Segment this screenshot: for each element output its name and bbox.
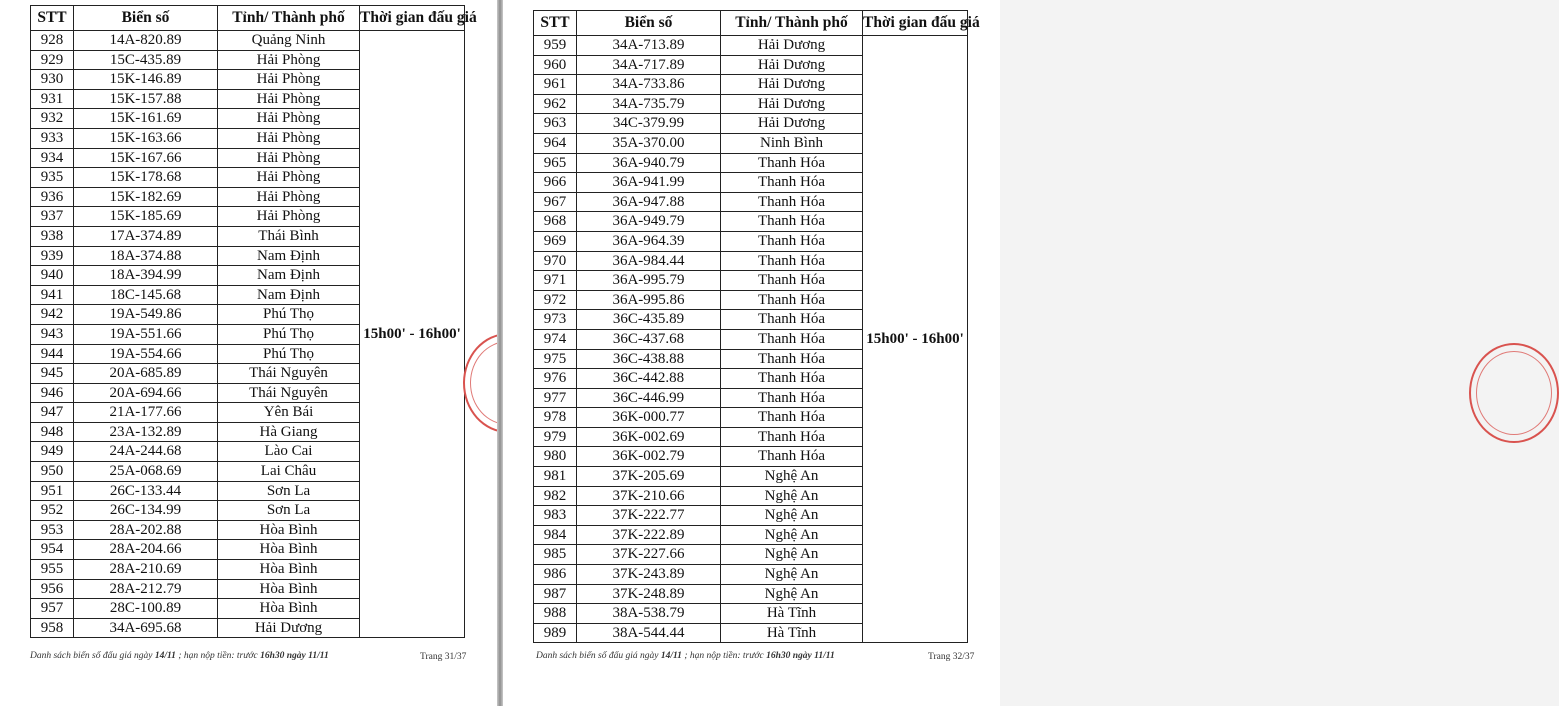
cell-stt: 948: [31, 422, 74, 442]
cell-province: Sơn La: [218, 481, 360, 501]
cell-province: Hà Tĩnh: [721, 604, 863, 624]
cell-province: Nghệ An: [721, 525, 863, 545]
red-seal-stamp: [1469, 343, 1503, 443]
cell-province: Ninh Bình: [721, 133, 863, 153]
header-stt: STT: [31, 6, 74, 31]
cell-plate: 36A-984.44: [577, 251, 721, 271]
cell-plate: 36C-437.68: [577, 329, 721, 349]
cell-plate: 28C-100.89: [74, 599, 218, 619]
cell-stt: 934: [31, 148, 74, 168]
cell-plate: 28A-212.79: [74, 579, 218, 599]
cell-stt: 961: [534, 75, 577, 95]
footer-date: 14/11: [154, 651, 176, 661]
cell-plate: 14A-820.89: [74, 31, 218, 51]
cell-plate: 28A-204.66: [74, 540, 218, 560]
cell-plate: 25A-068.69: [74, 462, 218, 482]
footer-deadline: 16h30 ngày 11/11: [260, 651, 329, 661]
cell-plate: 36A-995.86: [577, 290, 721, 310]
page-footer-note: [30, 651, 329, 661]
cell-stt: 978: [534, 408, 577, 428]
cell-stt: 969: [534, 231, 577, 251]
cell-stt: 989: [534, 623, 577, 643]
cell-province: Hải Phòng: [218, 89, 360, 109]
cell-province: Yên Bái: [218, 403, 360, 423]
cell-province: Nam Định: [218, 285, 360, 305]
cell-plate: 36A-947.88: [577, 192, 721, 212]
table-row: [31, 31, 465, 51]
cell-plate: 15K-182.69: [74, 187, 218, 207]
cell-plate: 37K-205.69: [577, 467, 721, 487]
cell-stt: 960: [534, 55, 577, 75]
cell-plate: 26C-134.99: [74, 501, 218, 521]
cell-plate: 18A-374.88: [74, 246, 218, 266]
cell-stt: 967: [534, 192, 577, 212]
cell-plate: 35A-370.00: [577, 133, 721, 153]
cell-plate: 34A-717.89: [577, 55, 721, 75]
cell-plate: 37K-248.89: [577, 584, 721, 604]
cell-stt: 977: [534, 388, 577, 408]
red-seal-stamp: [463, 333, 497, 433]
cell-stt: 968: [534, 212, 577, 232]
cell-stt: 950: [31, 462, 74, 482]
cell-plate: 15K-161.69: [74, 109, 218, 129]
cell-plate: 37K-243.89: [577, 565, 721, 585]
cell-stt: 982: [534, 486, 577, 506]
cell-province: Phú Thọ: [218, 344, 360, 364]
cell-stt: 944: [31, 344, 74, 364]
cell-stt: 964: [534, 133, 577, 153]
cell-plate: 15K-157.88: [74, 89, 218, 109]
cell-province: Phú Thọ: [218, 305, 360, 325]
cell-province: Thanh Hóa: [721, 212, 863, 232]
cell-plate: 36C-442.88: [577, 369, 721, 389]
cell-stt: 988: [534, 604, 577, 624]
cell-province: Thái Bình: [218, 226, 360, 246]
cell-stt: 928: [31, 31, 74, 51]
cell-province: Hà Tĩnh: [721, 623, 863, 643]
cell-plate: 36A-964.39: [577, 231, 721, 251]
cell-province: Hải Phòng: [218, 148, 360, 168]
cell-stt: 932: [31, 109, 74, 129]
cell-province: Hải Phòng: [218, 109, 360, 129]
cell-plate: 36K-002.69: [577, 427, 721, 447]
cell-province: Hải Phòng: [218, 50, 360, 70]
header-stt: STT: [534, 11, 577, 36]
document-page-right: [503, 0, 1000, 706]
cell-province: Nam Định: [218, 266, 360, 286]
cell-stt: 957: [31, 599, 74, 619]
cell-province: Thanh Hóa: [721, 173, 863, 193]
cell-stt: 956: [31, 579, 74, 599]
cell-plate: 37K-222.77: [577, 506, 721, 526]
cell-province: Thanh Hóa: [721, 271, 863, 291]
cell-province: Thanh Hóa: [721, 251, 863, 271]
cell-plate: 15K-163.66: [74, 128, 218, 148]
cell-province: Hải Phòng: [218, 168, 360, 188]
cell-stt: 983: [534, 506, 577, 526]
cell-plate: 18A-394.99: [74, 266, 218, 286]
header-auction-time: Thời gian đấu giá: [863, 11, 968, 36]
cell-plate: 38A-538.79: [577, 604, 721, 624]
cell-plate: 20A-685.89: [74, 364, 218, 384]
cell-province: Thanh Hóa: [721, 153, 863, 173]
cell-plate: 38A-544.44: [577, 623, 721, 643]
cell-stt: 981: [534, 467, 577, 487]
cell-province: Thanh Hóa: [721, 329, 863, 349]
cell-stt: 947: [31, 403, 74, 423]
cell-plate: 28A-202.88: [74, 520, 218, 540]
cell-plate: 34A-713.89: [577, 36, 721, 56]
cell-province: Phú Thọ: [218, 324, 360, 344]
cell-province: Thanh Hóa: [721, 408, 863, 428]
cell-plate: 36A-941.99: [577, 173, 721, 193]
cell-stt: 971: [534, 271, 577, 291]
header-plate: Biển số: [74, 6, 218, 31]
cell-plate: 36C-438.88: [577, 349, 721, 369]
cell-province: Hải Dương: [721, 55, 863, 75]
cell-province: Hải Phòng: [218, 128, 360, 148]
cell-plate: 15K-178.68: [74, 168, 218, 188]
cell-province: Thanh Hóa: [721, 192, 863, 212]
cell-stt: 946: [31, 383, 74, 403]
footer-date: 14/11: [660, 651, 682, 661]
cell-plate: 36C-446.99: [577, 388, 721, 408]
footer-middle: ; hạn nộp tiền: trước: [175, 651, 261, 661]
cell-province: Thanh Hóa: [721, 310, 863, 330]
cell-stt: 975: [534, 349, 577, 369]
footer-prefix: Danh sách biển số đấu giá ngày: [536, 651, 661, 661]
cell-stt: 941: [31, 285, 74, 305]
cell-stt: 939: [31, 246, 74, 266]
cell-stt: 984: [534, 525, 577, 545]
cell-stt: 974: [534, 329, 577, 349]
cell-province: Thái Nguyên: [218, 383, 360, 403]
cell-plate: 19A-549.86: [74, 305, 218, 325]
cell-auction-time: 15h00' - 16h00': [863, 36, 968, 643]
footer-prefix: Danh sách biển số đấu giá ngày: [30, 651, 155, 661]
cell-plate: 24A-244.68: [74, 442, 218, 462]
cell-province: Thanh Hóa: [721, 447, 863, 467]
cell-stt: 930: [31, 70, 74, 90]
cell-stt: 955: [31, 560, 74, 580]
cell-plate: 18C-145.68: [74, 285, 218, 305]
auction-table-right: [533, 10, 980, 643]
cell-province: Quảng Ninh: [218, 31, 360, 51]
cell-province: Thanh Hóa: [721, 290, 863, 310]
cell-plate: 23A-132.89: [74, 422, 218, 442]
cell-stt: 943: [31, 324, 74, 344]
cell-stt: 959: [534, 36, 577, 56]
cell-stt: 954: [31, 540, 74, 560]
cell-stt: 952: [31, 501, 74, 521]
cell-province: Hải Dương: [721, 114, 863, 134]
cell-province: Lai Châu: [218, 462, 360, 482]
cell-province: Hòa Bình: [218, 599, 360, 619]
footer-middle: ; hạn nộp tiền: trước: [681, 651, 767, 661]
document-page-left: [0, 0, 497, 706]
cell-plate: 15K-146.89: [74, 70, 218, 90]
cell-stt: 976: [534, 369, 577, 389]
cell-province: Hải Phòng: [218, 187, 360, 207]
cell-stt: 973: [534, 310, 577, 330]
cell-plate: 36C-435.89: [577, 310, 721, 330]
cell-plate: 36K-000.77: [577, 408, 721, 428]
cell-stt: 987: [534, 584, 577, 604]
cell-stt: 972: [534, 290, 577, 310]
cell-stt: 985: [534, 545, 577, 565]
cell-plate: 36A-949.79: [577, 212, 721, 232]
cell-stt: 958: [31, 618, 74, 638]
table-header-row: [31, 6, 465, 31]
cell-province: Thanh Hóa: [721, 231, 863, 251]
cell-province: Sơn La: [218, 501, 360, 521]
page-number: Trang 31/37: [420, 652, 467, 662]
cell-stt: 965: [534, 153, 577, 173]
cell-plate: 15C-435.89: [74, 50, 218, 70]
cell-stt: 949: [31, 442, 74, 462]
cell-stt: 962: [534, 94, 577, 114]
cell-plate: 34A-695.68: [74, 618, 218, 638]
header-province: Tỉnh/ Thành phố: [721, 11, 863, 36]
cell-stt: 945: [31, 364, 74, 384]
cell-stt: 986: [534, 565, 577, 585]
cell-province: Hòa Bình: [218, 520, 360, 540]
cell-plate: 19A-551.66: [74, 324, 218, 344]
cell-stt: 963: [534, 114, 577, 134]
cell-plate: 37K-222.89: [577, 525, 721, 545]
cell-province: Hà Giang: [218, 422, 360, 442]
cell-plate: 15K-167.66: [74, 148, 218, 168]
footer-deadline: 16h30 ngày 11/11: [766, 651, 835, 661]
cell-plate: 17A-374.89: [74, 226, 218, 246]
table-row: [534, 36, 968, 56]
cell-stt: 933: [31, 128, 74, 148]
cell-province: Nghệ An: [721, 467, 863, 487]
page-footer-note: [536, 651, 835, 661]
cell-stt: 966: [534, 173, 577, 193]
cell-plate: 15K-185.69: [74, 207, 218, 227]
cell-province: Nam Định: [218, 246, 360, 266]
cell-province: Hải Dương: [218, 618, 360, 638]
page-number: Trang 32/37: [928, 652, 975, 662]
cell-stt: 979: [534, 427, 577, 447]
header-plate: Biển số: [577, 11, 721, 36]
header-province: Tỉnh/ Thành phố: [218, 6, 360, 31]
cell-stt: 936: [31, 187, 74, 207]
cell-stt: 931: [31, 89, 74, 109]
cell-stt: 942: [31, 305, 74, 325]
cell-province: Nghệ An: [721, 565, 863, 585]
cell-plate: 21A-177.66: [74, 403, 218, 423]
cell-plate: 37K-227.66: [577, 545, 721, 565]
cell-plate: 37K-210.66: [577, 486, 721, 506]
cell-stt: 970: [534, 251, 577, 271]
cell-stt: 953: [31, 520, 74, 540]
cell-province: Nghệ An: [721, 506, 863, 526]
cell-province: Hòa Bình: [218, 560, 360, 580]
cell-province: Hải Phòng: [218, 207, 360, 227]
cell-province: Lào Cai: [218, 442, 360, 462]
table-header-row: [534, 11, 968, 36]
cell-auction-time: 15h00' - 16h00': [360, 31, 465, 638]
cell-province: Thái Nguyên: [218, 364, 360, 384]
cell-province: Hải Phòng: [218, 70, 360, 90]
cell-plate: 34C-379.99: [577, 114, 721, 134]
cell-plate: 36A-940.79: [577, 153, 721, 173]
cell-stt: 937: [31, 207, 74, 227]
cell-province: Hải Dương: [721, 36, 863, 56]
cell-plate: 36A-995.79: [577, 271, 721, 291]
header-auction-time: Thời gian đấu giá: [360, 6, 465, 31]
cell-plate: 26C-133.44: [74, 481, 218, 501]
cell-province: Hòa Bình: [218, 540, 360, 560]
cell-stt: 935: [31, 168, 74, 188]
cell-province: Thanh Hóa: [721, 349, 863, 369]
cell-stt: 980: [534, 447, 577, 467]
cell-plate: 34A-735.79: [577, 94, 721, 114]
cell-province: Hòa Bình: [218, 579, 360, 599]
cell-province: Thanh Hóa: [721, 369, 863, 389]
cell-province: Thanh Hóa: [721, 427, 863, 447]
cell-plate: 19A-554.66: [74, 344, 218, 364]
cell-stt: 940: [31, 266, 74, 286]
cell-plate: 36K-002.79: [577, 447, 721, 467]
cell-province: Hải Dương: [721, 75, 863, 95]
cell-province: Nghệ An: [721, 545, 863, 565]
cell-province: Thanh Hóa: [721, 388, 863, 408]
cell-plate: 28A-210.69: [74, 560, 218, 580]
cell-plate: 20A-694.66: [74, 383, 218, 403]
cell-province: Hải Dương: [721, 94, 863, 114]
cell-province: Nghệ An: [721, 486, 863, 506]
auction-table-left: [30, 5, 477, 638]
cell-stt: 951: [31, 481, 74, 501]
cell-province: Nghệ An: [721, 584, 863, 604]
cell-stt: 938: [31, 226, 74, 246]
cell-stt: 929: [31, 50, 74, 70]
cell-plate: 34A-733.86: [577, 75, 721, 95]
